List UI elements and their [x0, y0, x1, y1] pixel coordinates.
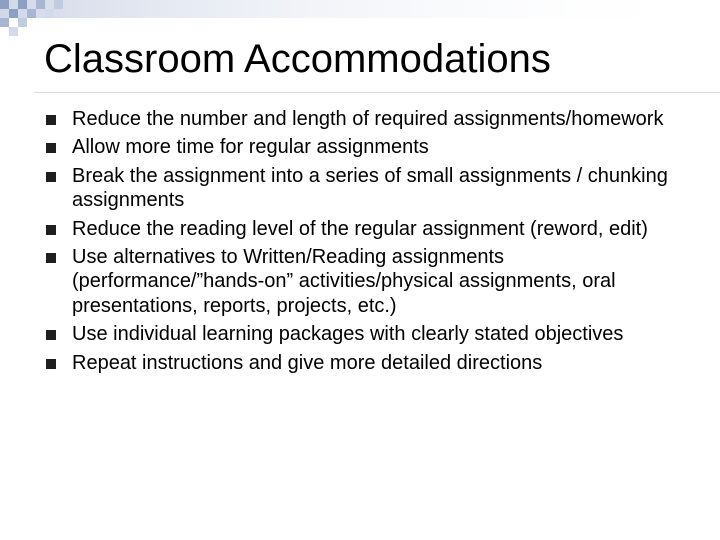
- bullet-text: Use alternatives to Written/Reading assignments (performance/”hands-on” activities/physical assignments, oral presentations, reports, projects, etc.): [72, 246, 616, 317]
- square-bullet-icon: [46, 172, 56, 182]
- bullet-item: [46, 107, 696, 131]
- bullet-text: Repeat instructions and give more detailed directions: [72, 351, 543, 374]
- bullet-text: Reduce the reading level of the regular assignment (reword, edit): [72, 217, 648, 240]
- bullet-item: [46, 351, 696, 375]
- square-bullet-icon: [46, 359, 56, 369]
- bullet-item: [46, 135, 696, 159]
- bullet-item: [46, 164, 696, 213]
- slide-title: Classroom Accommodations: [44, 37, 551, 81]
- bullet-text: Allow more time for regular assignments: [72, 136, 429, 159]
- bullet-text: Reduce the number and length of required assignments/homework: [72, 108, 664, 130]
- square-bullet-icon: [46, 330, 56, 340]
- title-divider: [34, 92, 720, 93]
- square-bullet-icon: [46, 225, 56, 235]
- bullet-item: [46, 245, 696, 318]
- bullet-item: [46, 322, 696, 346]
- bullet-text: Break the assignment into a series of small assignments / chunking assignments: [72, 164, 668, 212]
- bullet-text: Use individual learning packages with clearly stated objectives: [72, 323, 624, 346]
- bullet-list: [46, 107, 696, 379]
- square-bullet-icon: [46, 143, 56, 153]
- bullet-item: [46, 217, 696, 241]
- square-bullet-icon: [46, 253, 56, 263]
- square-bullet-icon: [46, 115, 56, 125]
